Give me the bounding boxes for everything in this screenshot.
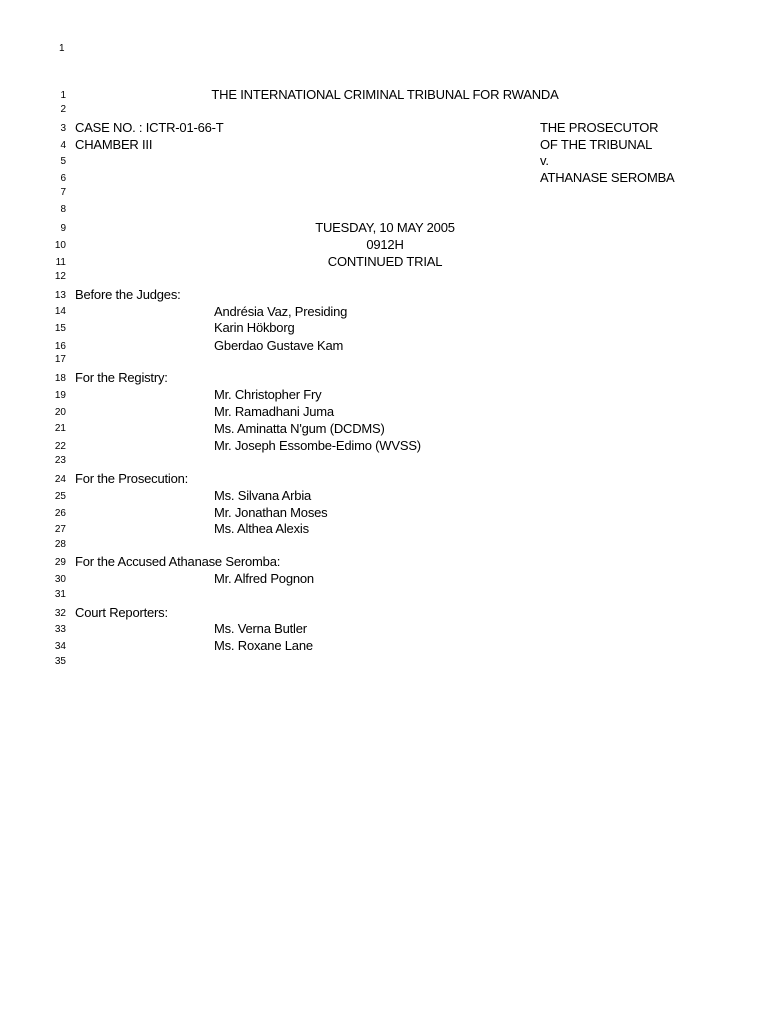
prosecution-name: Ms. Silvana Arbia (214, 488, 312, 503)
section-heading-registry: For the Registry: (75, 370, 168, 385)
line-number: 10 (54, 240, 66, 251)
line-number: 4 (60, 140, 66, 151)
line-number: 31 (54, 589, 66, 600)
line-number: 12 (54, 271, 66, 282)
session-time: 0912H (366, 237, 404, 252)
line-number: 1 (60, 90, 66, 101)
line-number: 24 (54, 474, 66, 485)
case-caption-line: v. (540, 153, 549, 168)
line-number: 9 (60, 223, 66, 234)
line-number: 29 (54, 557, 66, 568)
session-date: TUESDAY, 10 MAY 2005 (315, 220, 455, 235)
line-number: 18 (54, 373, 66, 384)
case-number: CASE NO. : ICTR-01-66-T (75, 120, 224, 135)
case-caption-line: ATHANASE SEROMBA (540, 170, 675, 185)
judge-name: Andrésia Vaz, Presiding (214, 304, 348, 319)
registry-name: Ms. Aminatta N'gum (DCDMS) (214, 421, 385, 436)
line-number: 27 (54, 524, 66, 535)
line-number: 22 (54, 441, 66, 452)
page-number: 1 (59, 43, 65, 54)
line-number: 25 (54, 491, 66, 502)
line-number: 26 (54, 508, 66, 519)
judge-name: Gberdao Gustave Kam (214, 338, 344, 353)
line-number: 6 (60, 173, 66, 184)
session-type: CONTINUED TRIAL (327, 254, 443, 269)
line-number: 15 (54, 323, 66, 334)
case-caption-line: THE PROSECUTOR (540, 120, 659, 135)
section-heading-reporters: Court Reporters: (75, 605, 168, 620)
line-number: 32 (54, 608, 66, 619)
line-number: 19 (54, 390, 66, 401)
line-number: 14 (54, 306, 66, 317)
case-caption-line: OF THE TRIBUNAL (540, 137, 653, 152)
line-number: 23 (54, 455, 66, 466)
line-number: 34 (54, 641, 66, 652)
registry-name: Mr. Joseph Essombe-Edimo (WVSS) (214, 438, 421, 453)
section-heading-defence: For the Accused Athanase Seromba: (75, 554, 281, 569)
line-number: 2 (60, 104, 66, 115)
chamber: CHAMBER III (75, 137, 153, 152)
line-number: 20 (54, 407, 66, 418)
section-heading-prosecution: For the Prosecution: (75, 471, 189, 486)
tribunal-title: THE INTERNATIONAL CRIMINAL TRIBUNAL FOR RWANDA (211, 87, 559, 102)
registry-name: Mr. Ramadhani Juma (214, 404, 334, 419)
line-number: 33 (54, 624, 66, 635)
line-number: 17 (54, 354, 66, 365)
line-number: 28 (54, 539, 66, 550)
line-number: 13 (54, 290, 66, 301)
line-number: 30 (54, 574, 66, 585)
line-number: 21 (54, 423, 66, 434)
defence-name: Mr. Alfred Pognon (214, 571, 314, 586)
line-number: 16 (54, 341, 66, 352)
line-number: 35 (54, 656, 66, 667)
reporter-name: Ms. Roxane Lane (214, 638, 313, 653)
registry-name: Mr. Christopher Fry (214, 387, 322, 402)
line-number: 3 (60, 123, 66, 134)
prosecution-name: Ms. Althea Alexis (214, 521, 309, 536)
judge-name: Karin Hökborg (214, 320, 295, 335)
reporter-name: Ms. Verna Butler (214, 621, 307, 636)
line-number: 8 (60, 204, 66, 215)
line-number: 11 (55, 257, 66, 268)
section-heading-judges: Before the Judges: (75, 287, 181, 302)
line-number: 7 (60, 187, 66, 198)
line-number: 5 (60, 156, 66, 167)
prosecution-name: Mr. Jonathan Moses (214, 505, 328, 520)
